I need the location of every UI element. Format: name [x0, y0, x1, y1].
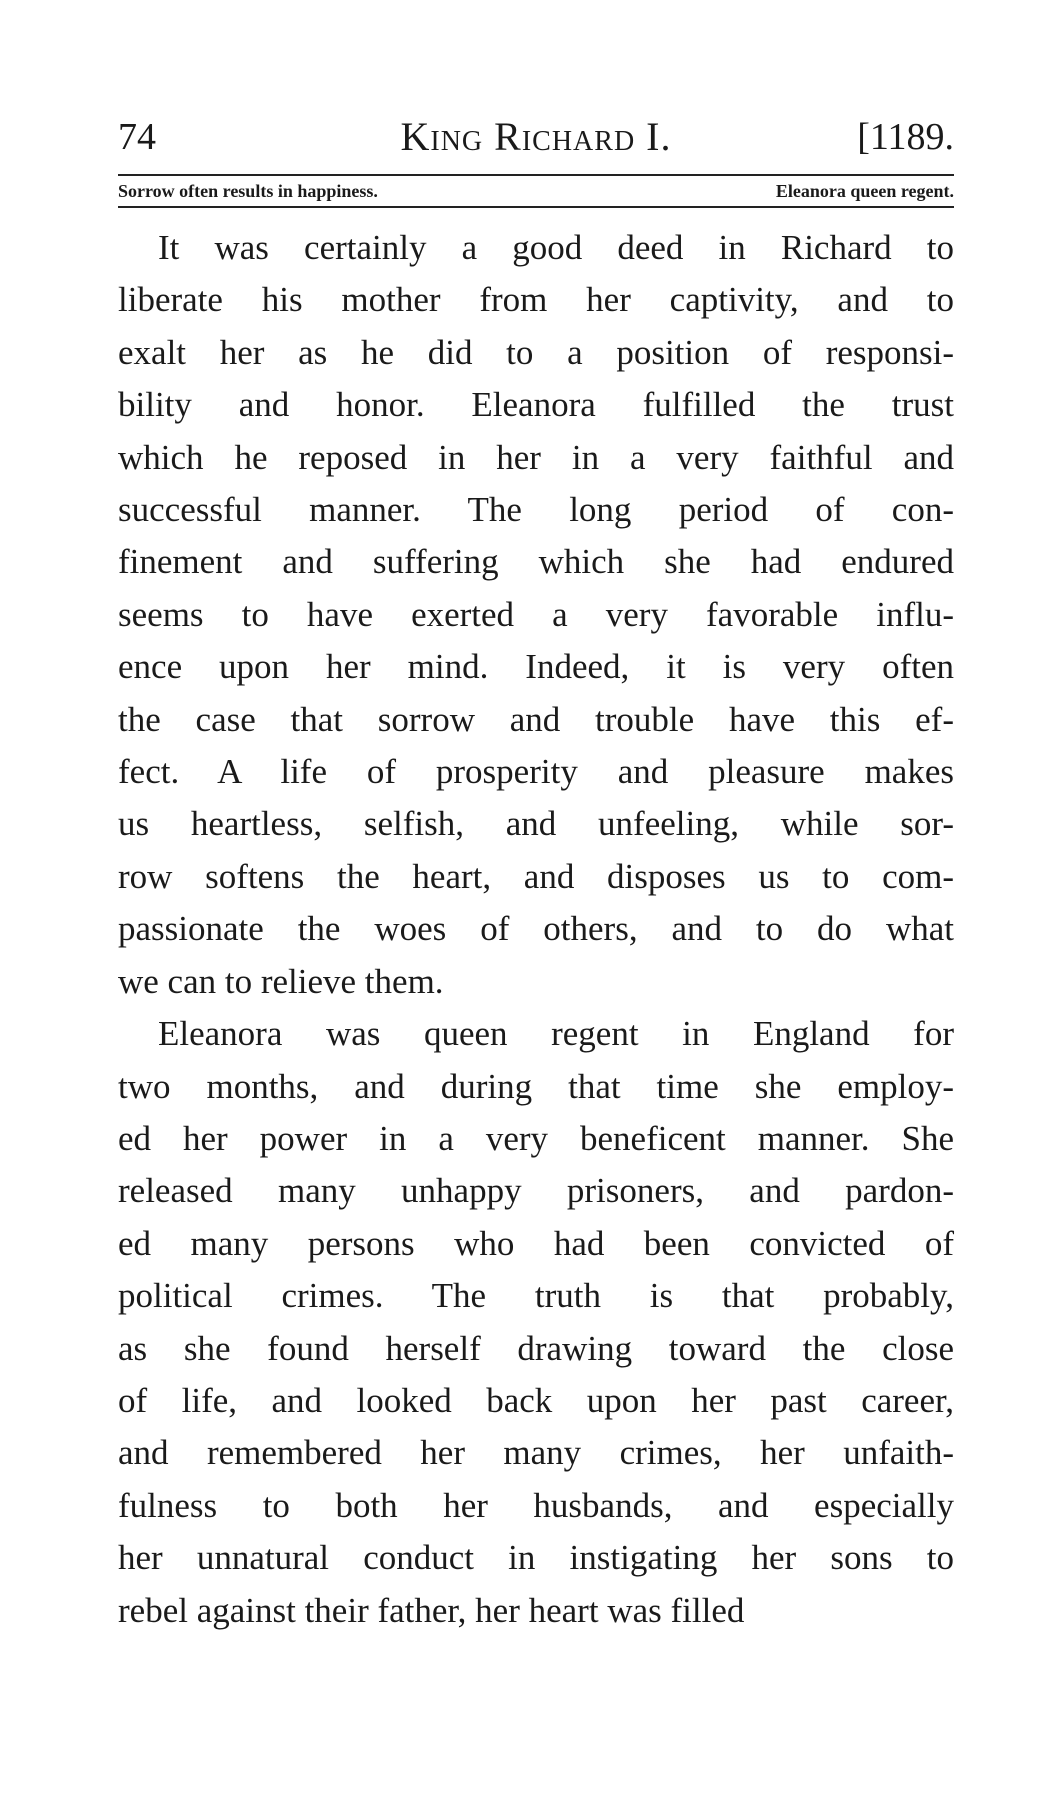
text-line: fulness to both her husbands, and especially [118, 1485, 954, 1525]
text-line: successful manner. The long period of con- [118, 490, 954, 530]
header-rule-bottom [118, 206, 954, 208]
sidenote-bar [118, 176, 954, 206]
text-line: seems to have exerted a very favorable influ- [118, 594, 954, 634]
paragraph [118, 222, 954, 1008]
text-line: two months, and during that time she employ- [118, 1066, 954, 1106]
text-line: her unnatural conduct in instigating her sons to [118, 1538, 954, 1578]
text-line: fect. A life of prosperity and pleasure makes [118, 752, 954, 792]
running-head [118, 108, 954, 166]
text-line: as she found herself drawing toward the close [118, 1328, 954, 1368]
text-line: released many unhappy prisoners, and pardon- [118, 1171, 954, 1211]
text-line: ed her power in a very beneficent manner. She [118, 1118, 954, 1158]
body-text [118, 222, 954, 1637]
text-line: ed many persons who had been convicted of [118, 1223, 954, 1263]
text-line: row softens the heart, and disposes us to com- [118, 856, 954, 896]
text-line: bility and honor. Eleanora fulfilled the trust [118, 385, 954, 425]
text-line: we can to relieve them. [118, 961, 444, 1001]
sidenote-left: Sorrow often results in happiness. [118, 181, 378, 201]
text-line: political crimes. The truth is that probably, [118, 1276, 954, 1316]
text-line: which he reposed in her in a very faithful and [118, 437, 954, 477]
text-line: Eleanora was queen regent in England for [158, 1014, 954, 1054]
text-line: the case that sorrow and trouble have this ef- [118, 699, 954, 739]
page-number: 74 [118, 116, 156, 158]
book-page [118, 108, 954, 1637]
text-line: It was certainly a good deed in Richard to [158, 228, 954, 267]
text-line: exalt her as he did to a position of responsi- [118, 332, 954, 372]
text-line: rebel against their father, her heart was filled [118, 1590, 745, 1630]
sidenote-right: Eleanora queen regent. [775, 181, 954, 201]
text-line: finement and suffering which she had endured [118, 542, 954, 582]
running-title: King Richard I. [400, 114, 672, 159]
text-line: liberate his mother from her captivity, and to [118, 280, 954, 320]
running-year: [1189. [857, 116, 954, 158]
text-line: of life, and looked back upon her past career, [118, 1380, 954, 1420]
text-line: ence upon her mind. Indeed, it is very often [118, 647, 954, 687]
text-line: and remembered her many crimes, her unfaith- [118, 1433, 954, 1473]
text-line: us heartless, selfish, and unfeeling, while sor- [118, 804, 954, 844]
paragraph [118, 1008, 954, 1637]
text-line: passionate the woes of others, and to do what [118, 909, 954, 949]
